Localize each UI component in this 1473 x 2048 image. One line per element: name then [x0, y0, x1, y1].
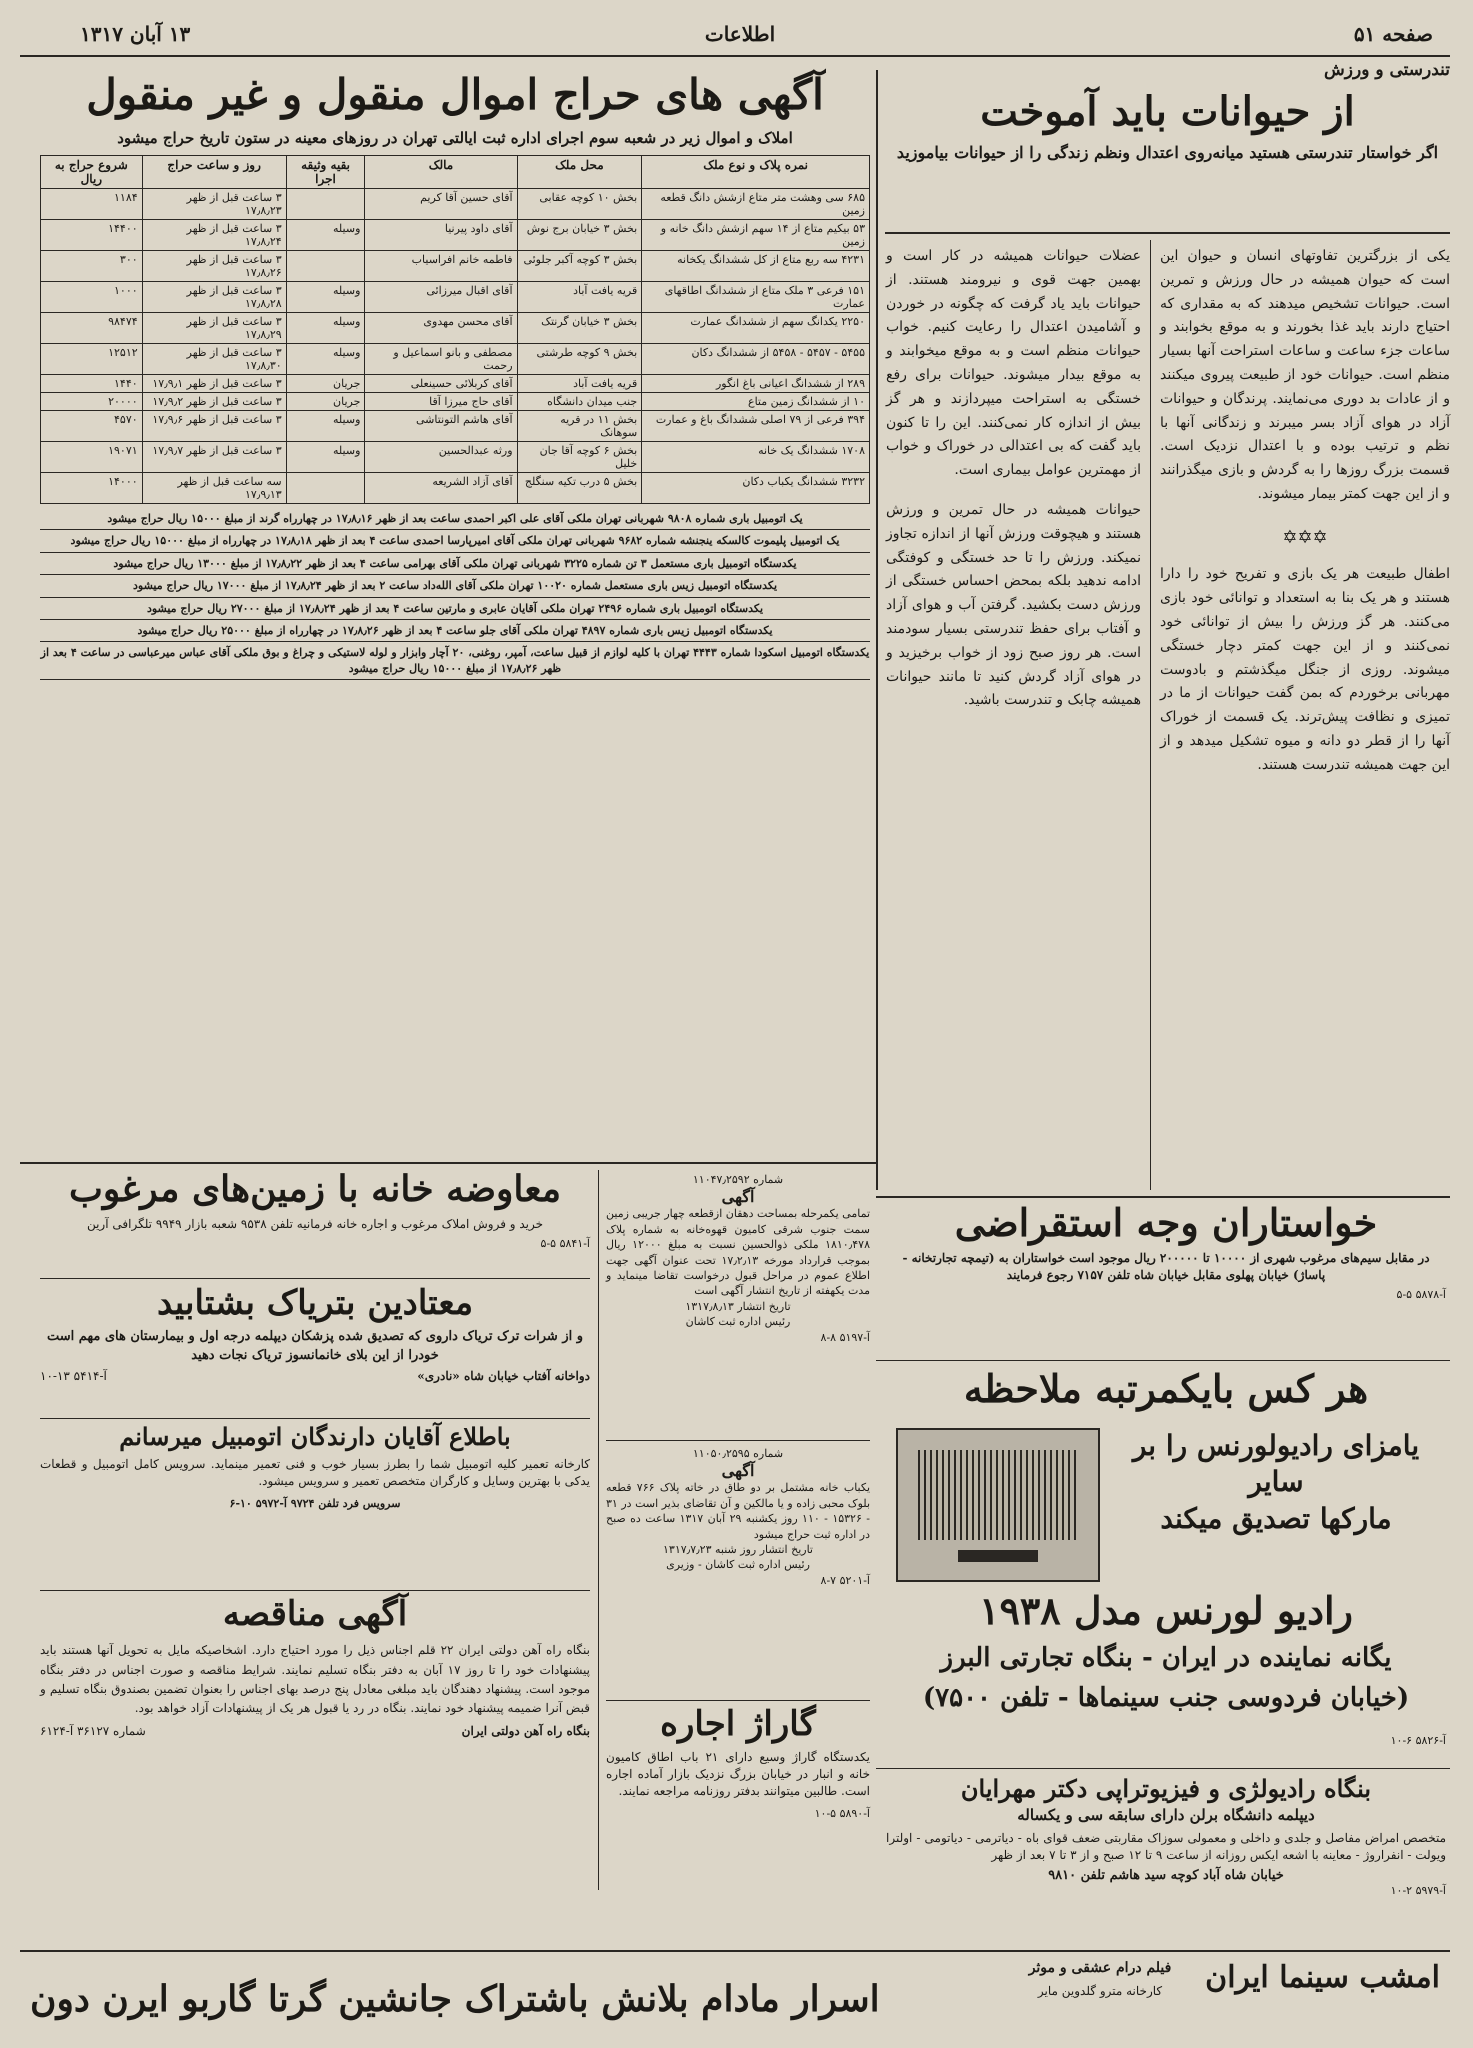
table-cell: ۳ ساعت قبل از ظهر ۱۷٫۸٫۲۸	[142, 282, 286, 313]
health-paragraph: عضلات حیوانات همیشه در کار است و بهمین جهت قوی و نیرومند هستند. از حیوانات باید یاد گرفت که چگونه در خوردن و آشامیدن اعتدال را رعایت کنیم. خواب حیوانات منظم است و به موقع میخوابند و به موقع بیدار میشوند. حیوانات برای رفع خستگی به استراحت میپردازند و هر گز بیش از اندازه کار نمی‌کنند. این را تا کنون باید گفت که بی اعتدالی در خوراک و خواب از مهمترین عوامل بیماری است.	[886, 248, 1141, 479]
ad-title: گاراژ اجاره	[660, 1704, 816, 1744]
column-divider	[876, 70, 878, 1190]
table-cell: مصطفی و بانو اسماعیل و رحمت	[365, 344, 517, 375]
rule	[606, 1440, 870, 1441]
ad-address: دواخانه آفتاب خیابان شاه «نادری»	[417, 1368, 590, 1383]
ad-body: بنگاه راه آهن دولتی ایران ۲۲ قلم اجناس ذیل را مورد احتیاج دارد. اشخاصیکه مایل به تحویل آنها هستند باید پیشنهادات خود را تا روز ۱۷ آبان به دفتر بنگاه تسلیم نمایند. شرایط مناقصه و صورت اجناس در دفتر بنگاه موجود است. پیشنهاد دهندگان باید مبلغی معادل پنج درصد بهای اجناس را بعنوان تضمین بصندوق بنگاه تسلیم و قبض آنرا ضمیمه پیشنهاد خود نمایند. بنگاه در رد یا قبول هر یک از پیشنهادات آزاد خواهد بود.	[40, 1643, 590, 1715]
header-rule	[20, 55, 1450, 57]
health-paragraph: اطفال طبیعت هر یک بازی و تفریح خود را دارا هستند و هر یک بنا به استعداد و توانائی خود بازی می‌کنند. هر گز ورزش را بیش از توانائی خود نمی‌کنند و از این جهت کمتر دچار خستگی میشوند. روزی از جنگل میگذشتم و بادوست مهربانی برخوردم که بمن گفت حیوانات از ما در تمیزی و نظافت پیش‌ترند. یک قسمت از خوراک آنها را از قطر دو دانه و میوه تشکیل میدهد و از این جهت همیشه تندرست هستند.	[1160, 566, 1450, 773]
rule	[20, 1950, 1450, 1952]
table-cell: بخش ۳ خیابان گرنتک	[517, 313, 642, 344]
table-cell: سه ساعت قبل از ظهر ۱۷٫۹٫۱۳	[142, 473, 286, 504]
cinema-banner	[20, 1956, 1450, 2036]
ad-footer: سرویس فرد تلفن ۹۷۲۴ آ-۵۹۷۲ ۱۰-۶	[229, 1496, 401, 1510]
ad-model: رادیو لورنس مدل ۱۹۳۸	[979, 1588, 1353, 1633]
table-cell: ۳ ساعت قبل از ظهر ۱۷٫۸٫۲۳	[142, 189, 286, 220]
notice-title: آگهی	[721, 1461, 755, 1481]
table-cell: ۳۹۴ فرعی از ۷۹ اصلی ششدانگ باغ و عمارت	[642, 411, 870, 442]
rule	[876, 1196, 1450, 1198]
auction-title: آگهی های حراج اموال منقول و غیر منقول	[86, 70, 824, 119]
table-row	[41, 411, 870, 442]
middle-rule	[20, 1162, 876, 1164]
section-label: تندرستی و ورزش	[1324, 60, 1450, 80]
table-cell: ۳ ساعت قبل از ظهر ۱۷٫۹٫۶	[142, 411, 286, 442]
health-column-1	[1160, 245, 1450, 778]
notice-code: آ-۵۲۰۱ ۷-۸	[820, 1573, 870, 1587]
notice-sign: رئیس اداره ثبت کاشان - وزیری	[666, 1558, 810, 1572]
ad-body: در مقابل سیم‌های مرغوب شهری از ۱۰۰۰۰ تا ۲۰۰۰۰۰ ریال موجود است خواستاران به (تیمچه تجارتخانه - پاساژ) خیابان پهلوی مقابل خیابان شاه تلفن ۷۱۵۷ رجوع فرمایند	[902, 1250, 1430, 1282]
column-header: بقیه وثیقه اجرا	[286, 156, 365, 189]
ad-address: خیابان شاه آباد کوچه سید هاشم تلفن ۹۸۱۰	[1048, 1867, 1284, 1883]
table-row	[41, 313, 870, 344]
film-note: فیلم درام عشقی و موثر	[1028, 1960, 1172, 1976]
ad-code: آ-۵۸۷۸ ۵-۵	[1396, 1288, 1446, 1302]
vehicle-auction-note: یکدستگاه اتومبیل اسکودا شماره ۴۴۴۳ تهران با کلیه لوازم از قبیل ساعت، آمپر، روغنی، ۲۰ آچار وابزار و لوله لاستیکی و چراغ و بوق ملکی آقای عباس میرعباسی در ساعت ۴ بعد از ظهر ۱۷٫۸٫۲۶ از مبلغ ۱۵۰۰۰ ریال حراج میشود	[40, 642, 870, 680]
table-cell: ۱۰ از ششدانگ زمین متاع	[642, 393, 870, 411]
table-cell: ۱۴۴۰۰	[41, 220, 143, 251]
ad-sub: دیپلمه دانشگاه برلن دارای سابقه سی و یکساله	[1017, 1806, 1315, 1825]
table-cell: بخش ۳ کوچه آکبر جلوئی	[517, 251, 642, 282]
table-cell	[286, 251, 365, 282]
table-cell: ورثه عبدالحسین	[365, 442, 517, 473]
health-paragraph: حیوانات همیشه در حال تمرین و ورزش هستند و هیچوقت ورزش آنها از اندازه تجاوز نمیکند. ورزش را تا حد خستگی و کوفتگی ادامه ندهید بلکه بمحض احساس خستگی از ورزش دست بکشید. گرفتن آب و هوای آزاد و آفتاب برای حفظ تندرستی بسیار سودمند است. هر روز صبح زود از خواب برخیزید و در هوای آزاد گردش کنید تا مانند حیوانات همیشه چابک و تندرست باشید.	[886, 501, 1141, 709]
ad-title: معاوضه خانه با زمین‌های مرغوب	[68, 1168, 562, 1210]
vehicle-auction-note: یکدستگاه اتومبیل باری شماره ۲۴۹۶ تهران ملکی آقایان عابری و مارتین ساعت ۴ بعد از ظهر ۱۷٫۸٫۲۴ از مبلغ ۲۷۰۰۰ ریال حراج میشود	[40, 598, 870, 620]
rule	[40, 1418, 590, 1419]
column-header: محل ملک	[517, 156, 642, 189]
table-header-row	[41, 156, 870, 189]
ad-title: معتادین بتریاک بشتابید	[156, 1283, 474, 1323]
ad-title: آگهی مناقصه	[222, 1594, 408, 1634]
auction-notice	[40, 70, 870, 680]
table-cell: بخش ۳ خیابان برج نوش	[517, 220, 642, 251]
notice-date: تاریخ انتشار روز شنبه ۱۳۱۷٫۷٫۲۳	[663, 1542, 813, 1556]
table-cell: جنب میدان دانشگاه	[517, 393, 642, 411]
ad-headline: هر کس بایکمرتبه ملاحظه	[963, 1366, 1369, 1411]
vehicle-auction-note: یک اتومبیل باری شماره ۹۸۰۸ شهربانی تهران ملکی آقای علی اکبر احمدی ساعت بعد از ظهر ۱۷٫۸٫۱۶ در چهارراه گرند از مبلغ ۱۵۰۰۰ ریال حراج میشود	[40, 508, 870, 530]
table-cell: ۱۹۰۷۱	[41, 442, 143, 473]
table-cell: ۳۰۰	[41, 251, 143, 282]
table-cell: ۵۳ بیکیم متاع از ۱۴ سهم ازشش دانگ خانه و زمین	[642, 220, 870, 251]
table-cell: وسیله	[286, 220, 365, 251]
table-cell: جریان	[286, 375, 365, 393]
table-cell: آقای هاشم التونتاشی	[365, 411, 517, 442]
table-cell: ۱۲۵۱۲	[41, 344, 143, 375]
table-cell: ۳ ساعت قبل از ظهر ۱۷٫۹٫۱	[142, 375, 286, 393]
table-cell: ۴۵۷۰	[41, 411, 143, 442]
table-cell: ۱۵۱ فرعی ۳ ملک متاع از ششدانگ اطاقهای عمارت	[642, 282, 870, 313]
table-row	[41, 220, 870, 251]
table-cell: ۱۰۰۰	[41, 282, 143, 313]
table-cell: ۳ ساعت قبل از ظهر ۱۷٫۸٫۲۶	[142, 251, 286, 282]
table-cell: ۱۴۰۰۰	[41, 473, 143, 504]
table-cell: ۱۱۸۴	[41, 189, 143, 220]
table-cell: آقای داود پیرنیا	[365, 220, 517, 251]
column-header: شروع حراج به ریال	[41, 156, 143, 189]
ad-body: خرید و فروش املاک مرغوب و اجاره خانه فرمانیه تلفن ۹۵۳۸ شعبه بازار ۹۹۴۹ تلگرافی آرین	[86, 1216, 544, 1231]
ad-sub: یامزای رادیولورنس را بر سایر	[1132, 1429, 1420, 1499]
left-divider	[598, 1170, 599, 1890]
notice-number: شماره ۱۱۰۵۰٫۲۵۹۵	[692, 1447, 784, 1460]
radio-set-icon	[896, 1428, 1100, 1582]
table-cell: بخش ۶ کوچه آقا جان خلیل	[517, 442, 642, 473]
table-cell: ۲۲۵۰ یکدانگ سهم از ششدانگ عمارت	[642, 313, 870, 344]
ad-body: یکدستگاه گاراژ وسیع دارای ۲۱ باب اطاق کامیون خانه و انبار در خیابان بزرگ نزدیک بازار آماده اجاره است. طالبین میتوانند بدفتر روزنامه مراجعه نمایند.	[606, 1750, 870, 1798]
table-cell: آقای آزاد الشریعه	[365, 473, 517, 504]
article-title: از حیوانات باید آموخت	[980, 88, 1355, 135]
notice-body: یکباب خانه مشتمل بر دو طاق در خاته پلاک ۷۶۶ قطعه بلوک محبی زاده و یا مالکین و آن تقاضای بذیر است در ۳۱ - ۱۵۳۲۶ - ۱۱۰ روز یکشنبه ۲۹ آبان ۱۳۱۷ ساعت ده صبح در اداره ثبت حراج میشود	[606, 1481, 871, 1541]
table-cell: بخش ۱۱ در قریه سوهانک	[517, 411, 642, 442]
table-cell: ۳ ساعت قبل از ظهر ۱۷٫۹٫۲	[142, 393, 286, 411]
rule	[40, 1590, 590, 1591]
page-number: صفحه ۵۱	[1353, 22, 1433, 46]
health-article	[885, 60, 1450, 165]
vehicle-auction-note: یکدستگاه اتومبیل باری مستعمل ۳ تن شماره ۳۲۲۵ شهربانی تهران ملکی آقای بهرامی ساعت ۴ بعد از ظهر ۱۷٫۸٫۲۲ از مبلغ ۱۳۰۰۰ ریال حراج میشود	[40, 553, 870, 575]
ad-body: کارخانه تعمیر کلیه اتومبیل شما را بطرز بسیار خوب و فنی تعمیر مینماید. سرویس کامل اتومبیل و قطعات یدکی با بهترین وسایل و کارگران متخصص تعمیر و سرویس میشود.	[40, 1457, 590, 1489]
table-cell: ۳۲۳۲ ششدانگ یکباب دکان	[642, 473, 870, 504]
ad-code: شماره ۳۶۱۲۷ آ-۶۱۲۴	[40, 1724, 146, 1739]
auction-vehicle-notes	[40, 508, 870, 680]
table-cell: آقای کربلائی حسینعلی	[365, 375, 517, 393]
rule	[606, 1700, 870, 1701]
table-cell: ۹۸۴۷۴	[41, 313, 143, 344]
ad-exchange	[40, 1170, 590, 1252]
table-row	[41, 393, 870, 411]
ad-drivers	[40, 1424, 590, 1511]
notice-code: آ-۵۱۹۷ ۸-۸	[820, 1330, 870, 1344]
ad-code: آ-۵۸۲۶ ۶-۱۰	[1390, 1734, 1446, 1747]
table-cell: جریان	[286, 393, 365, 411]
divider-stars: ✡✡✡	[1282, 526, 1328, 548]
speaker-grill	[918, 1450, 1078, 1540]
table-row	[41, 344, 870, 375]
table-cell: آقای حاج میرزا آقا	[365, 393, 517, 411]
ad-clinic	[886, 1776, 1446, 1898]
ad-body: متخصص امراض مفاصل و جلدی و داخلی و معمولی سوزاک مقاربتی ضعف قوای باه - دیاترمی - دیاتومی - اولترا ویولت - انفراروژ - معاینه با اشعه ایکس روزانه از ساعت ۹ تا ۱۲ صبح و از ۳ تا ۷ بعد از ظهر	[886, 1831, 1446, 1863]
rule	[876, 1360, 1450, 1361]
table-cell: آقای اقبال میرزائی	[365, 282, 517, 313]
table-row	[41, 375, 870, 393]
vehicle-auction-note: یکدستگاه اتومبیل زیس باری مستعمل شماره ۱۰۰۲۰ تهران ملکی آقای الله‌داد ساعت ۲ بعد از ظهر ۱۷٫۸٫۲۴ از مبلغ ۱۷۰۰۰ ریال حراج میشود	[40, 575, 870, 597]
auction-table	[40, 155, 870, 504]
notice-sign: رئیس اداره ثبت کاشان	[685, 1315, 791, 1329]
table-cell: ۵۴۵۵ - ۵۴۵۷ - ۵۴۵۸ از ششدانگ دکان	[642, 344, 870, 375]
ad-code: آ-۵۸۴۱ ۵-۵	[540, 1237, 590, 1251]
rule	[40, 1278, 590, 1279]
ad-title: باطلاع آقایان دارندگان اتومبیل میرسانم	[119, 1422, 511, 1451]
health-paragraph: یکی از بزرگترین تفاوتهای انسان و حیوان این است که حیوان همیشه در حال ورزش و تمرین است. حیوانات تشخیص میدهند که به مقداری که احتیاج دارند باید غذا بخورند و به موقع بخوابند و ساعات جزء ساعت و ساعات استراحت آنها بسیار منظم است. حیوانات خود از طبیعت پیروی میکنند و از عادات بد دوری می‌نمایند. پرندگان و حیوانات آزاد در هوای آزاد بسر میبرند و زندگانی آنها با نظم و ترتیب بوده و با اعتدال نزدیک است. قسمت بزرگ روزها را به گردش و بازی میگذرانند و از این جهت کمتر بیمار میشوند.	[1160, 248, 1450, 502]
vehicle-auction-note: یکدستگاه اتومبیل زیس باری شماره ۴۸۹۷ تهران ملکی آقای جلو ساعت ۴ بعد از ظهر ۱۷٫۸٫۲۶ در چهارراه از مبلغ ۲۵۰۰۰ ریال حراج میشود	[40, 620, 870, 642]
ad-title: بنگاه رادیولژی و فیزیوتراپی دکتر مهرایان	[960, 1774, 1372, 1803]
cinema-name: امشب سینما ایران	[1205, 1960, 1440, 1995]
table-cell: ۶۸۵ سی وهشت متر متاع ازشش دانگ قطعه زمین	[642, 189, 870, 220]
table-cell: وسیله	[286, 282, 365, 313]
vehicle-auction-note: یک اتومبیل پلیموت کالسکه ینجنشه شماره ۹۶۸۲ شهربانی تهران ملکی آقای امیرپارسا احمدی ساعت ۴ بعد از ظهر ۱۷٫۸٫۱۸ در چهارراه از مبلغ ۱۵۰۰۰ ریال حراج میشود	[40, 530, 870, 552]
table-row	[41, 282, 870, 313]
notice-title: آگهی	[721, 1187, 755, 1207]
health-rule	[885, 232, 1450, 234]
rule	[876, 1768, 1450, 1769]
ad-loans	[886, 1202, 1446, 1303]
table-cell: بخش ۱۰ کوچه عقابی	[517, 189, 642, 220]
ad-tender	[40, 1596, 590, 1738]
ad-garage	[606, 1706, 870, 1821]
dial-panel	[958, 1550, 1038, 1562]
issue-date: ۱۳ آبان ۱۳۱۷	[80, 22, 191, 46]
column-header: روز و ساعت حراج	[142, 156, 286, 189]
ad-code: آ-۵۴۱۴ ۱۳-۱۰	[40, 1368, 107, 1383]
table-cell	[286, 189, 365, 220]
table-row	[41, 473, 870, 504]
table-cell: قریه یافت آباد	[517, 282, 642, 313]
film-title: اسرار مادام بلانش باشتراک جانشین گرتا گاربو ایرن دون	[30, 1978, 880, 2020]
table-cell: ۱۷۰۸ ششدانگ یک خانه	[642, 442, 870, 473]
table-cell: ۳ ساعت قبل از ظهر ۱۷٫۸٫۲۹	[142, 313, 286, 344]
notice-2	[606, 1446, 870, 1588]
table-row	[41, 251, 870, 282]
table-cell: قریه یافت آباد	[517, 375, 642, 393]
ad-addicts	[40, 1285, 590, 1383]
table-cell: وسیله	[286, 442, 365, 473]
table-cell: وسیله	[286, 411, 365, 442]
column-header: نمره پلاک و نوع ملک	[642, 156, 870, 189]
table-body	[41, 189, 870, 504]
ad-footer: بنگاه راه آهن دولتی ایران	[461, 1724, 590, 1739]
health-col-divider	[1150, 240, 1151, 1190]
ad-address: (خیابان فردوسی جنب سینماها - تلفن ۷۵۰۰)	[922, 1683, 1410, 1713]
auction-subtitle: املاک و اموال زیر در شعبه سوم اجرای اداره ثبت ایالتی تهران در روزهای معینه در ستون تاریخ حراج میشود	[117, 129, 793, 147]
ad-code: آ-۵۸۹۰ ۵-۱۰	[814, 1806, 870, 1820]
table-cell	[286, 473, 365, 504]
table-cell: بخش ۹ کوچه طرشتی	[517, 344, 642, 375]
ad-radio	[886, 1368, 1446, 1768]
table-cell: ۴۲۳۱ سه ربع متاع از کل ششدانگ یکخانه	[642, 251, 870, 282]
studio-note: کارخانه مترو گلدوین مایر	[1037, 1984, 1163, 1998]
ad-title: خواستاران وجه استقراضی	[954, 1200, 1378, 1245]
table-cell: ۲۸۹ از ششدانگ اعیانی باغ انگور	[642, 375, 870, 393]
notice-date: تاریخ انتشار ۱۳۱۷٫۸٫۱۳	[685, 1299, 791, 1313]
table-row	[41, 189, 870, 220]
table-cell: آقای حسین آقا کریم	[365, 189, 517, 220]
notice-body: تمامی یکمرحله بمساحت دهقان ازقطعه چهار جریبی زمین سمت جنوب شرقی کامیون قهوه‌خانه به شماره پلاک ۱۸۱۰٫۴۷۸ ملکی ذوالحسین نسبت به مبلغ ۱۲۰۰۰ ریال بموجب قرارداد مورخه ۱۷٫۲٫۱۳ تحت عنوان آگهی جهت اطلاع عموم در مراحل قبول درخواست تقاضا مینماید و مدت یکهفته از تاریخ انتشار آگهی است	[606, 1207, 870, 1298]
article-lead: اگر خواستار تندرستی هستید میانه‌روی اعتدال ونظم زندگی را از حیوانات بیاموزید	[896, 143, 1439, 162]
table-cell: ۳ ساعت قبل از ظهر ۱۷٫۸٫۲۴	[142, 220, 286, 251]
table-cell: ۱۴۴۰	[41, 375, 143, 393]
table-cell: وسیله	[286, 344, 365, 375]
masthead: اطلاعات	[704, 22, 776, 46]
table-cell: ۳ ساعت قبل از ظهر ۱۷٫۸٫۳۰	[142, 344, 286, 375]
table-cell: بخش ۵ درب تکیه سنگلج	[517, 473, 642, 504]
table-row	[41, 442, 870, 473]
table-cell: ۳ ساعت قبل از ظهر ۱۷٫۹٫۷	[142, 442, 286, 473]
table-cell: آقای محسن مهدوی	[365, 313, 517, 344]
ad-agent: یگانه نماینده در ایران - بنگاه تجارتی البرز	[940, 1643, 1392, 1673]
ad-sub: مارکها تصدیق میکند	[1160, 1501, 1392, 1535]
table-cell: فاطمه خانم افراسیاب	[365, 251, 517, 282]
ad-body: و از شرات ترک تریاک داروی که تصدیق شده پزشکان دیپلمه درجه اول و بیمارستان های مهم است خودرا از این بلای خانمانسوز تریاک نجات دهید	[46, 1329, 584, 1363]
notice-1	[606, 1172, 870, 1345]
table-cell: ۲۰۰۰۰	[41, 393, 143, 411]
notice-number: شماره ۱۱۰۴۷٫۲۵۹۲	[692, 1173, 784, 1186]
table-cell: وسیله	[286, 313, 365, 344]
health-column-2	[886, 245, 1141, 713]
ad-code: آ-۵۹۷۹ ۲-۱۰	[1390, 1883, 1446, 1897]
column-header: مالک	[365, 156, 517, 189]
